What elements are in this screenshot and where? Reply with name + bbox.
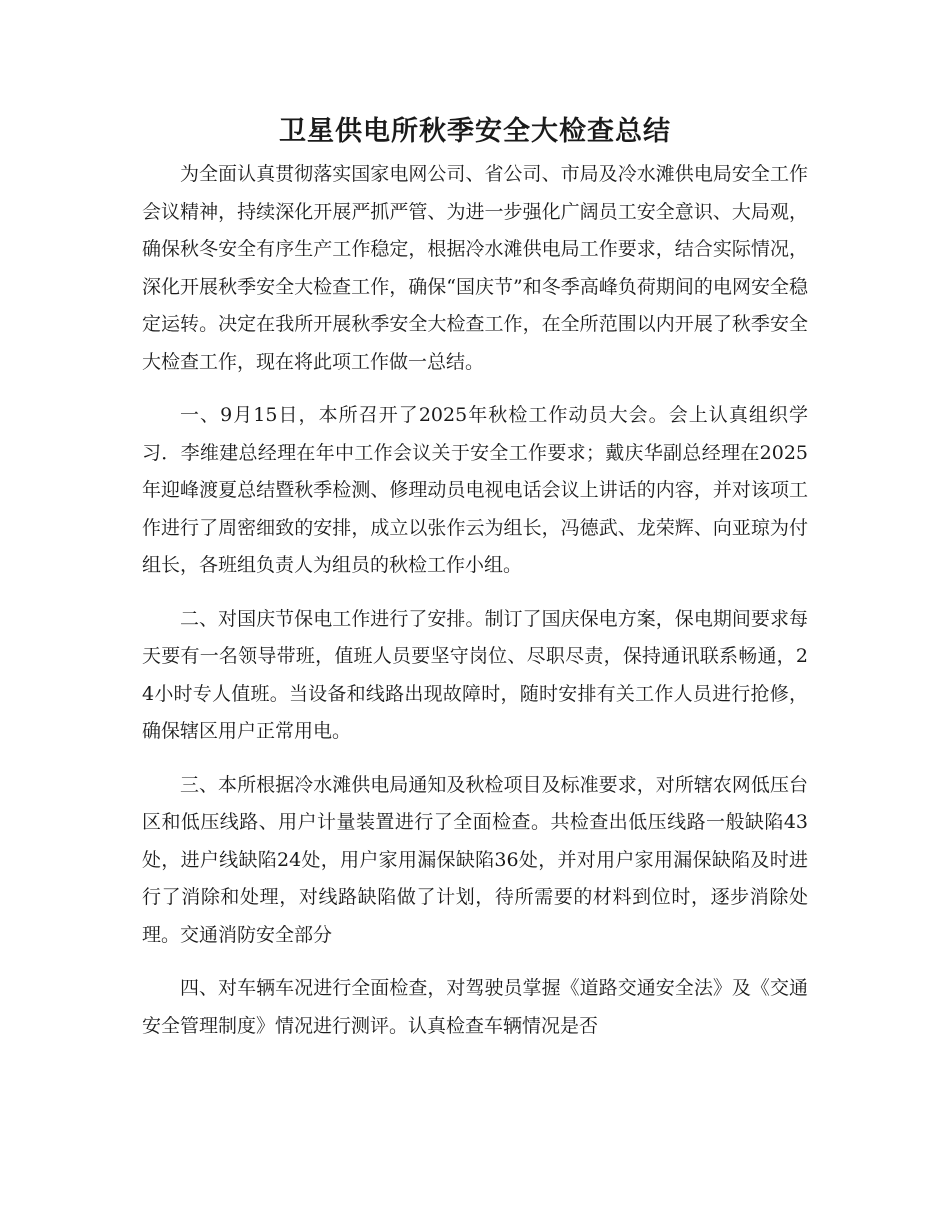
document-title: 卫星供电所秋季安全大检查总结	[279, 116, 671, 147]
paragraph-section-2: 二、对国庆节保电工作进行了安排。制订了国庆保电方案，保电期间要求每天要有一名领导带班，值班人员要坚守岗位、尽职尽责，保持通讯联系畅通，24小时专人值班。当设备和线路出现故障时，随时安排有关工作人员进行抢修，确保辖区用户正常用电。	[142, 607, 808, 742]
paragraph-intro: 为全面认真贯彻落实国家电网公司、省公司、市局及冷水滩供电局安全工作会议精神，持续深化开展严抓严管、为进一步强化广阔员工安全意识、大局观，确保秋冬安全有序生产工作稳定，根据冷水滩供电局工作要求，结合实际情况，深化开展秋季安全大检查工作，确保“国庆节”和冬季高峰负荷期间的电网安全稳定运转。决定在我所开展秋季安全大检查工作，在全所范围以内开展了秋季安全大检查工作，现在将此项工作做一总结。	[142, 163, 808, 373]
paragraph-section-1: 一、9月15日，本所召开了2025年秋检工作动员大会。会上认真组织学习．李维建总经理在年中工作会议关于安全工作要求；戴庆华副总经理在2025年迎峰渡夏总结暨秋季检测、修理动员电视电话会议上讲话的内容，并对该项工作进行了周密细致的安排，成立以张作云为组长，冯德武、龙荣辉、向亚琼为付组长，各班组负责人为组员的秋检工作小组。	[142, 404, 808, 576]
paragraph-section-3: 三、本所根据冷水滩供电局通知及秋检项目及标准要求，对所辖农网低压台区和低压线路、用户计量装置进行了全面检查。共检查出低压线路一般缺陷43处，进户线缺陷24处，用户家用漏保缺陷36处，并对用户家用漏保缺陷及时进行了消除和处理，对线路缺陷做了计划，待所需要的材料到位时，逐步消除处理。交通消防安全部分	[142, 773, 808, 946]
paragraph-section-4: 四、对车辆车况进行全面检查，对驾驶员掌握《道路交通安全法》及《交通安全管理制度》情况进行测评。认真检查车辆情况是否	[142, 977, 808, 1037]
